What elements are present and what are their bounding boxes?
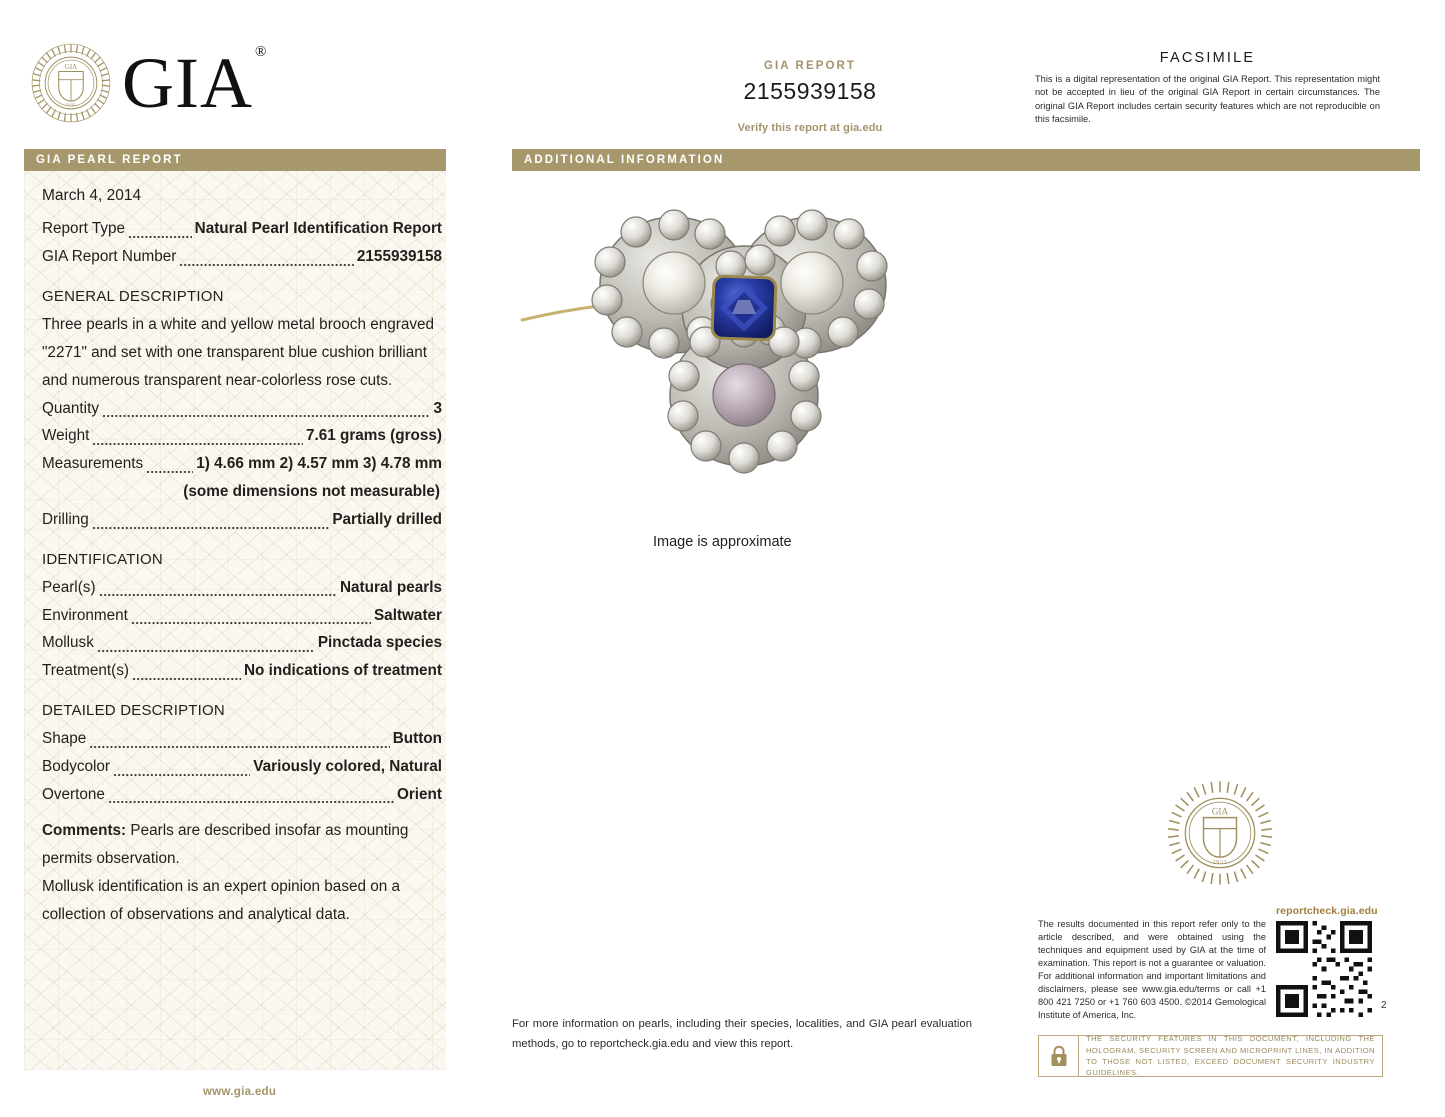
leader-dots [146,462,193,474]
row-treatments [42,657,442,685]
heading-detailed-description: DETAILED DESCRIPTION [42,702,225,720]
comments-block [42,817,442,929]
row-value: Natural Pearl Identification Report [194,220,442,237]
security-features-text: THE SECURITY FEATURES IN THIS DOCUMENT, INCLUDING THE HOLOGRAM, SECURITY SCREEN AND MICROPRINT LINES, IN ADDITION TO THOSE NOT LISTED, EXCEED DOCUMENT SECURITY INDUSTRY GUIDELINES. [1086,1034,1375,1078]
row-value: Button [392,730,442,748]
row-value: Variously colored, Natural [253,757,442,775]
qr-code[interactable] [1276,921,1372,1017]
report-number: 2155939158 [743,78,877,104]
row-value: Pinctada species [317,634,442,652]
heading-identification: IDENTIFICATION [42,550,163,568]
row-value: No indications of treatment [243,662,442,680]
row-report-number [42,243,442,271]
row-key: GIA Report Number [42,247,177,265]
svg-text:1931: 1931 [65,101,77,107]
leader-dots [131,613,371,625]
row-drilling [42,506,442,534]
leader-dots [108,793,394,805]
verify-link[interactable]: Verify this report at gia.edu [737,122,883,134]
pearl-report-panel [24,171,446,1070]
brooch-illustration [512,180,982,580]
row-bodycolor [42,753,442,781]
leader-dots [128,227,192,239]
report-header [0,0,1445,150]
report-date: March 4, 2014 [42,187,142,204]
registered-mark: ® [254,43,268,60]
row-key: Treatment(s) [42,662,129,680]
row-value: Partially drilled [332,510,442,528]
report-label: GIA REPORT [763,60,857,72]
svg-text:1931: 1931 [1212,859,1228,866]
page-number: 2 [1381,1000,1387,1011]
row-weight [42,422,442,450]
row-key: Quantity [42,399,99,417]
row-key: Overtone [42,785,105,803]
footer-url[interactable]: www.gia.edu [203,1086,277,1098]
brooch-image [512,180,982,580]
row-value: 2155939158 [356,247,442,265]
row-quantity [42,395,442,423]
gia-seal-icon [30,42,112,124]
security-features-box [1038,1035,1383,1077]
pearl-1 [643,252,705,314]
sapphire-center [712,276,776,340]
svg-text:GIA: GIA [1211,807,1229,818]
row-pearls [42,574,442,602]
row-key: Mollusk [42,634,94,652]
row-report-type [42,215,442,243]
general-description-paragraph: Three pearls in a white and yellow metal brooch engraved "2271" and set with one transparent blue cushion brilliant and numerous transparent near-colorless rose cuts. [42,315,434,389]
bottom-note: For more information on pearls, including their species, localities, and GIA pearl evaluation methods, go to reportcheck.gia.edu and view this report. [512,1018,972,1050]
leader-dots [179,255,354,267]
image-caption: Image is approximate [653,534,792,550]
row-key: Pearl(s) [42,578,96,596]
gia-wordmark-text: GIA [122,42,253,123]
leader-dots [92,434,303,446]
comments-label: Comments: [42,821,127,839]
facsimile-title: FACSIMILE [1159,50,1256,66]
measurements-note: (some dimensions not measurable) [183,483,440,501]
lock-icon-cell [1039,1036,1079,1076]
row-measurements [42,450,442,478]
row-key: Shape [42,730,87,748]
row-value: Orient [396,785,442,803]
row-key: Drilling [42,510,89,528]
leader-dots [92,518,330,530]
leader-dots [102,406,431,418]
row-key: Bodycolor [42,757,111,775]
gia-logo [30,42,268,124]
row-environment [42,602,442,630]
row-overtone [42,781,442,809]
section-bar-additional-information: ADDITIONAL INFORMATION [512,149,1420,171]
row-key: Weight [42,427,90,445]
reportcheck-link[interactable]: reportcheck.gia.edu [1276,905,1378,917]
row-key: Report Type [42,220,126,237]
pearl-2 [781,252,843,314]
row-mollusk [42,629,442,657]
row-value: Natural pearls [339,578,442,596]
comments-text-1: Pearls are described insofar as mounting permits observation. [42,821,409,867]
leader-dots [113,765,250,777]
row-value: 7.61 grams (gross) [305,427,442,445]
comments-text-2: Mollusk identification is an expert opinion based on a collection of observations and analytical data. [42,877,400,923]
leader-dots [132,669,241,681]
gia-seal-icon-footer [1165,778,1275,888]
row-key: Measurements [42,455,144,473]
row-key: Environment [42,606,128,624]
pearl-3 [713,364,775,426]
heading-general-description: GENERAL DESCRIPTION [42,287,224,305]
section-bar-pearl-report: GIA PEARL REPORT [24,149,446,171]
facsimile-body: This is a digital representation of the original GIA Report. This representation might not be accepted in lieu of the original GIA Report in certain circumstances. The original GIA Report includes certain security features which are not reproducible on this facsimile. [1035,74,1380,125]
row-value: 1) 4.66 mm 2) 4.57 mm 3) 4.78 mm [196,455,442,473]
row-value: Saltwater [373,606,442,624]
report-number-block [660,60,960,134]
facsimile-notice [1035,50,1380,127]
lock-icon [1050,1045,1068,1067]
svg-text:GIA: GIA [64,63,78,72]
leader-dots [99,586,337,598]
gia-wordmark [122,42,268,123]
row-value: 3 [433,399,442,417]
row-shape [42,725,442,753]
results-disclaimer: The results documented in this report refer only to the article described, and were obtained using the techniques and equipment used by GIA at the time of examination. This report is not a guarantee or valuation. For additional information and important limitations and disclaimers, please see www.gia.edu/terms or call +1 800 421 7250 or +1 760 603 4500. ©2014 Gemological Institute of America, Inc. [1038,919,1266,1021]
leader-dots [89,737,389,749]
leader-dots [97,641,315,653]
